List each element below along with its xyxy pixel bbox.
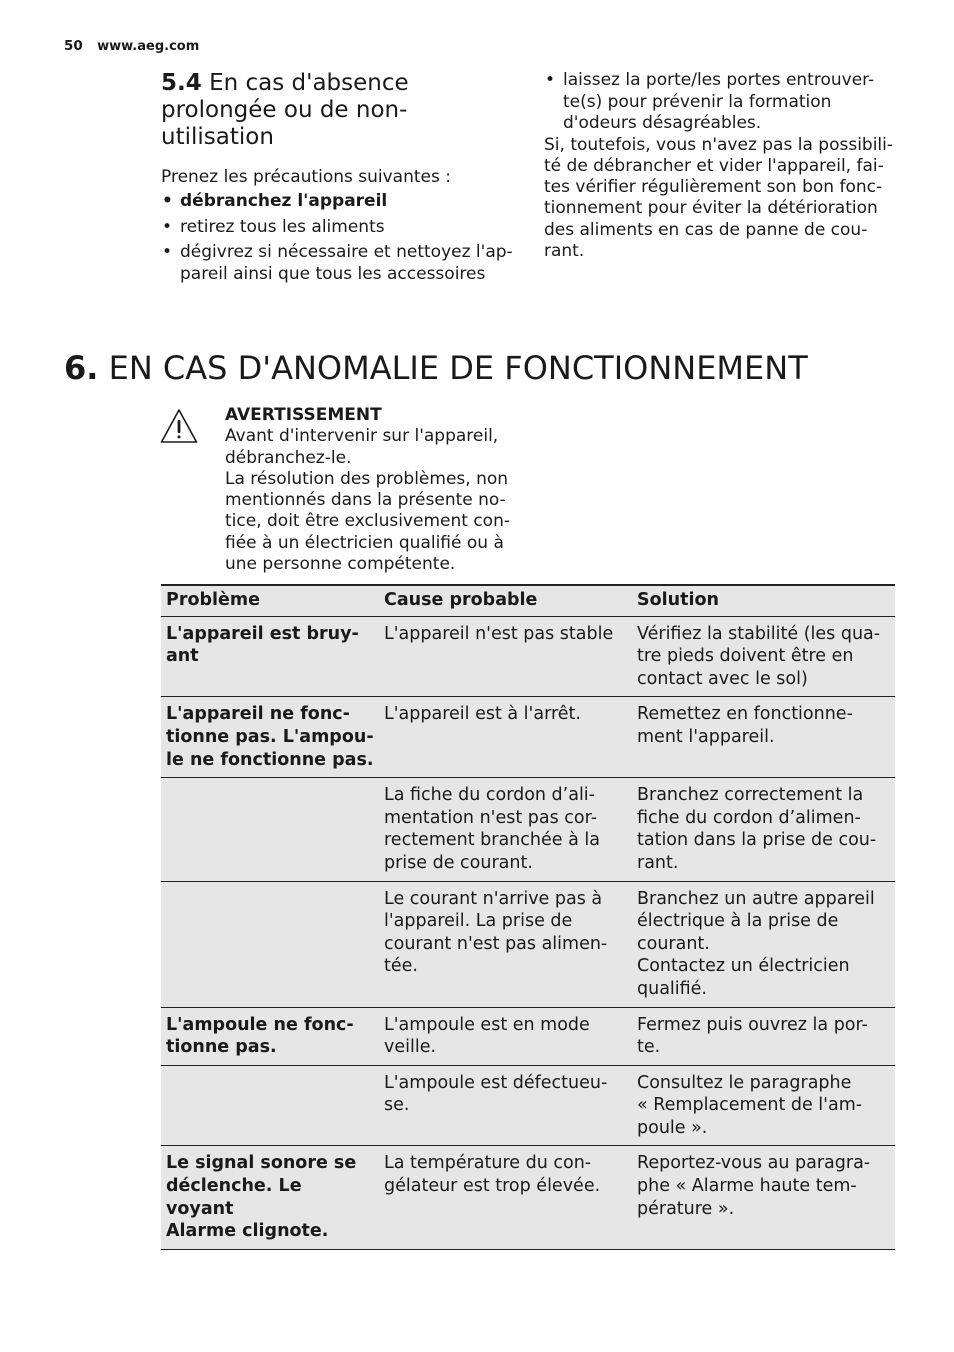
problem-cell	[161, 778, 379, 881]
table-row	[161, 881, 895, 1007]
troubleshooting-table	[161, 584, 895, 1250]
precautions-list-continued	[544, 70, 894, 135]
chapter-title-text: EN CAS D'ANOMALIE DE FONCTIONNEMENT	[108, 349, 808, 387]
problem-cell	[161, 881, 379, 1007]
page-number: 50	[64, 38, 83, 54]
table-header-row	[161, 585, 895, 616]
problem-cell: L'ampoule ne fonc- tionne pas.	[161, 1007, 379, 1065]
warning-title: AVERTISSEMENT	[225, 405, 382, 425]
section-title-line: utilisation	[161, 124, 274, 150]
section-5-4-right-column	[544, 70, 894, 262]
cause-cell: La température du con- gélateur est trop élevée.	[379, 1146, 632, 1249]
warning-text: Avant d'intervenir sur l'appareil, débranchez-le. La résolution des problèmes, non mentionnés dans la présente no- tice, doit être exclusivement con- fiée à un électricien qualifié ou à une personne compétente.	[225, 426, 510, 575]
cause-cell: L'appareil est à l'arrêt.	[379, 697, 632, 778]
cause-cell: La fiche du cordon d’ali- mentation n'est pas cor- rectement branchée à la prise de courant.	[379, 778, 632, 881]
problem-cell	[161, 1065, 379, 1146]
column-header-problem: Problème	[161, 585, 379, 616]
table-row	[161, 616, 895, 697]
table-row	[161, 1007, 895, 1065]
solution-cell: Branchez correctement la fiche du cordon d’alimen- tation dans la prise de cou- rant.	[632, 778, 895, 881]
section-5-4-left-column	[161, 70, 521, 289]
section-paragraph: Si, toutefois, vous n'avez pas la possibili- té de débrancher et vider l'appareil, fai- tes vérifier régulièrement son bon fonc- tionnement pour éviter la détérioration des aliments en cas de panne de cou- rant.	[544, 134, 894, 261]
problem-cell: Le signal sonore se déclenche. Le voyant Alarme clignote.	[161, 1146, 379, 1249]
table-row	[161, 697, 895, 778]
column-header-cause: Cause probable	[379, 585, 632, 616]
page-header	[64, 38, 199, 54]
section-intro: Prenez les précautions suivantes :	[161, 167, 451, 187]
list-item: • débranchez l'appareil	[161, 191, 521, 213]
list-item: • retirez tous les aliments	[161, 217, 521, 239]
table-row	[161, 1146, 895, 1249]
website-url: www.aeg.com	[97, 39, 200, 54]
list-item: • dégivrez si nécessaire et nettoyez l'ap- pareil ainsi que tous les accessoires	[161, 242, 521, 285]
warning-block	[225, 405, 525, 575]
cause-cell: L'ampoule est défectueu- se.	[379, 1065, 632, 1146]
section-number: 5.4	[161, 70, 202, 96]
cause-cell: L'ampoule est en mode veille.	[379, 1007, 632, 1065]
cause-cell: Le courant n'arrive pas à l'appareil. La prise de courant n'est pas alimen- tée.	[379, 881, 632, 1007]
solution-cell: Consultez le paragraphe « Remplacement de l'am- poule ».	[632, 1065, 895, 1146]
solution-cell: Vérifiez la stabilité (les qua- tre pieds doivent être en contact avec le sol)	[632, 616, 895, 697]
problem-cell: L'appareil est bruy- ant	[161, 616, 379, 697]
solution-cell: Reportez-vous au paragra- phe « Alarme haute tem- pérature ».	[632, 1146, 895, 1249]
solution-cell: Remettez en fonctionne- ment l'appareil.	[632, 697, 895, 778]
chapter-number: 6.	[64, 349, 99, 387]
section-title-line: prolongée ou de non-	[161, 97, 408, 123]
column-header-solution: Solution	[632, 585, 895, 616]
solution-cell: Fermez puis ouvrez la por- te.	[632, 1007, 895, 1065]
precautions-list	[161, 191, 521, 285]
section-5-4-title	[161, 70, 521, 151]
chapter-title	[64, 346, 808, 390]
warning-triangle-icon	[160, 408, 198, 444]
cause-cell: L'appareil n'est pas stable	[379, 616, 632, 697]
problem-cell: L'appareil ne fonc- tionne pas. L'ampou- le ne fonctionne pas.	[161, 697, 379, 778]
section-title-line: En cas d'absence	[209, 70, 409, 96]
list-item: • laissez la porte/les portes entrouver- te(s) pour prévenir la formation d'odeurs désagréables.	[544, 70, 894, 135]
table-row	[161, 778, 895, 881]
table-row	[161, 1065, 895, 1146]
solution-cell: Branchez un autre appareil électrique à la prise de courant. Contactez un électricien qualifié.	[632, 881, 895, 1007]
